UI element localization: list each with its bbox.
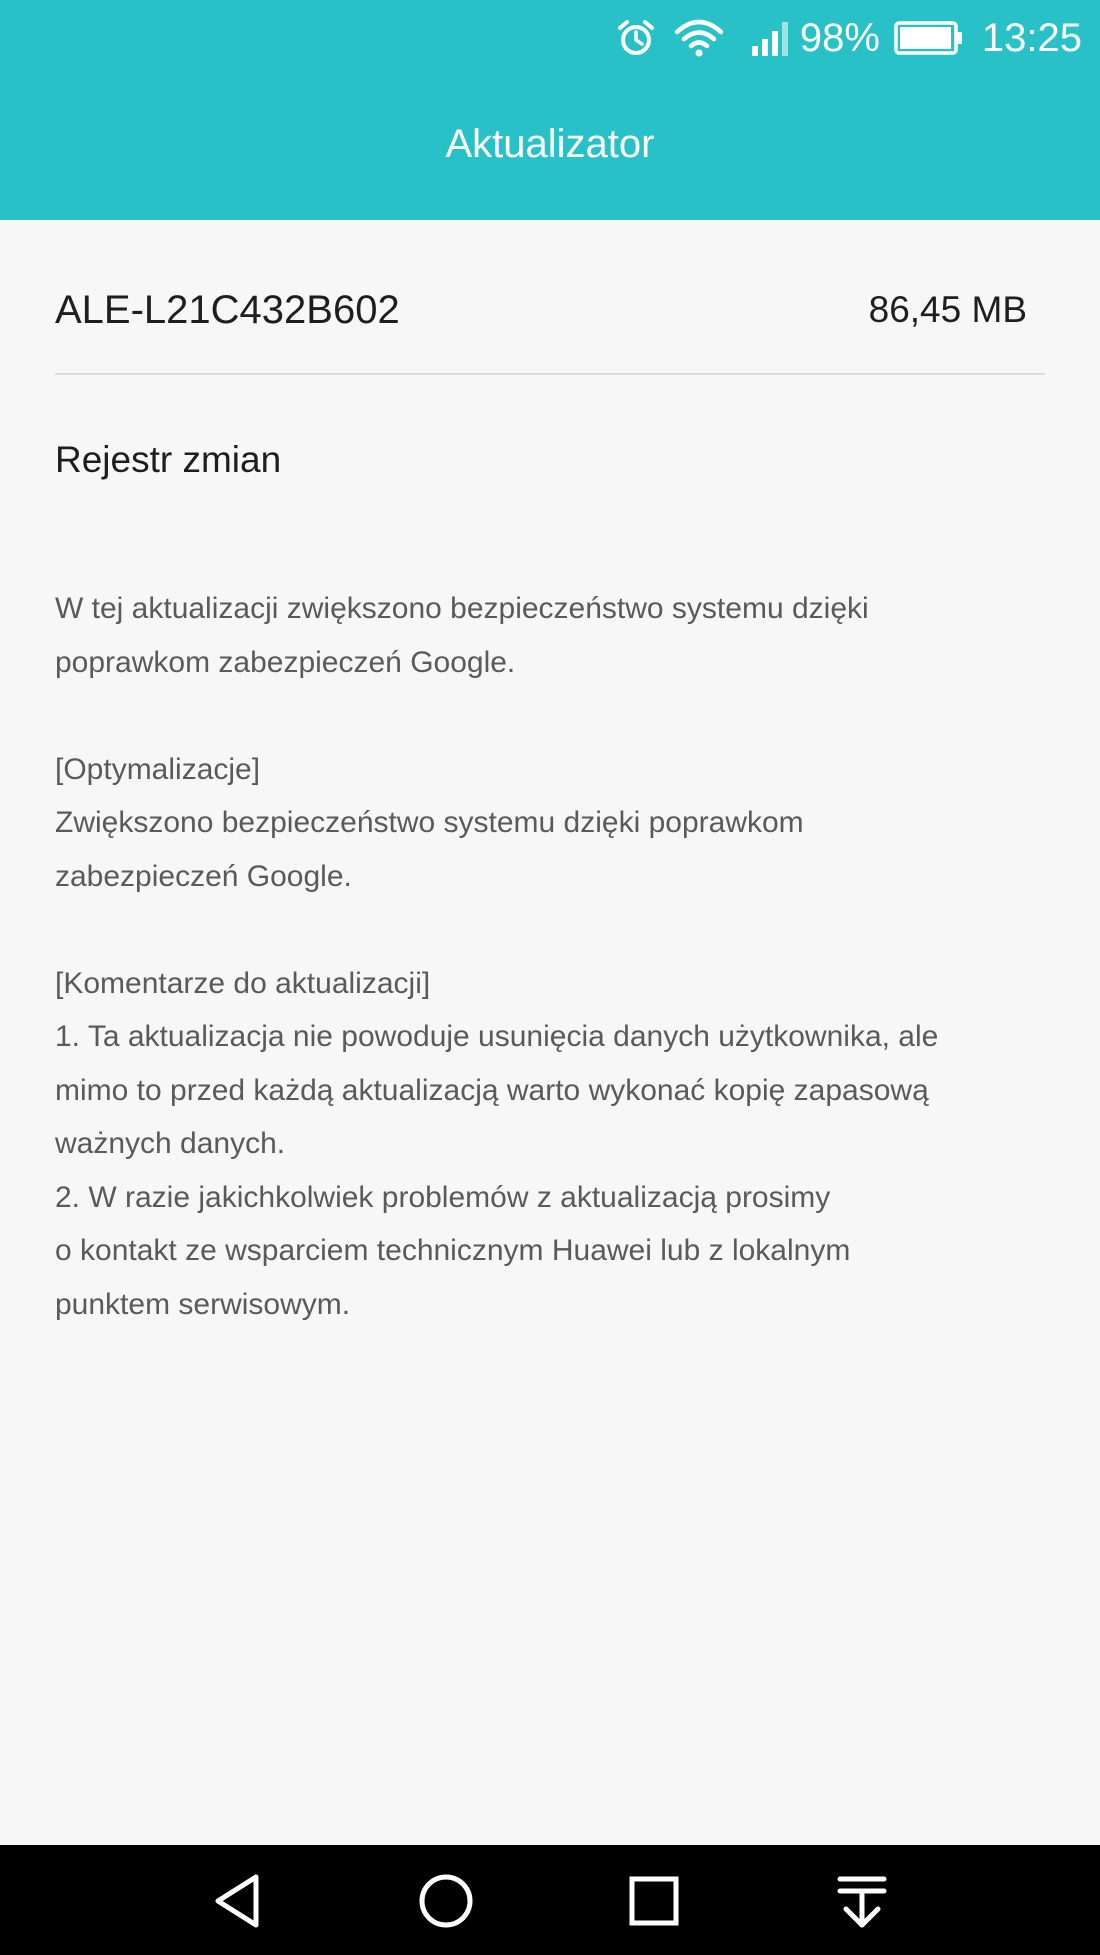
notifications-pulldown-icon (832, 1871, 892, 1931)
paragraph-spacer (55, 689, 1045, 743)
update-version: ALE-L21C432B602 (55, 287, 400, 332)
changelog-paragraph: W tej aktualizacji zwiększono bezpieczeństwo systemu dzięki poprawkom zabezpieczeń Google. (55, 592, 869, 679)
page-title: Aktualizator (445, 122, 655, 166)
app-header (0, 0, 1100, 220)
changelog-title: Rejestr zmian (55, 439, 282, 480)
update-info-row (55, 280, 1027, 340)
clock: 13:25 (981, 16, 1082, 60)
paragraph-spacer (55, 903, 1045, 957)
back-button[interactable] (202, 1865, 274, 1937)
status-bar (0, 0, 1100, 76)
navigation-bar (0, 1845, 1100, 1955)
changelog-paragraph: [Optymalizacje] Zwiększono bezpieczeństwo systemu dzięki poprawkom zabezpieczeń Google. (55, 752, 804, 893)
divider (55, 373, 1045, 375)
back-icon (208, 1871, 268, 1931)
home-icon (416, 1871, 476, 1931)
recents-button[interactable] (618, 1865, 690, 1937)
notifications-pulldown-button[interactable] (826, 1865, 898, 1937)
battery-icon (894, 20, 964, 56)
update-size: 86,45 MB (868, 289, 1027, 330)
home-button[interactable] (410, 1865, 482, 1937)
status-icons (616, 10, 1082, 66)
wifi-icon (674, 18, 724, 58)
changelog-body[interactable] (55, 582, 1045, 1331)
signal-icon (750, 18, 794, 58)
battery-percent: 98% (799, 16, 880, 60)
recents-icon (624, 1871, 684, 1931)
alarm-icon (616, 18, 656, 58)
changelog-paragraph: [Komentarze do aktualizacji] 1. Ta aktualizacja nie powoduje usunięcia danych użytkownika, ale mimo to przed każdą aktualizacją warto wykonać kopię zapasową ważnych danych. 2. W razie jakichkolwiek problemów z aktualizacją prosimy o kontakt ze wsparciem technicznym Huawei lub z lokalnym punktem serwisowym. (55, 966, 939, 1321)
